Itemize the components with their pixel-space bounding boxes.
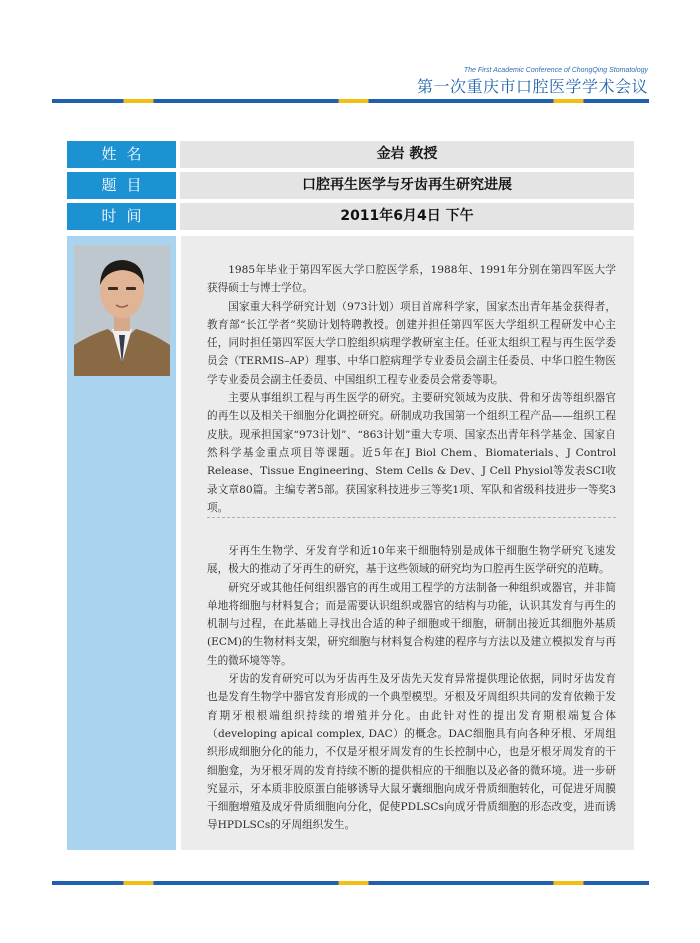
bio-paragraph: 主要从事组织工程与再生医学的研究。主要研究领域为皮肤、骨和牙齿等组织器官的再生以及相关干细胞分化调控研究。研制成功我国第一个组织工程产品——组织工程皮肤。现承担国家“973计划”、“863计划”重大专项、国家杰出青年科学基金、国家自然科学基金重点项目等课题。近5年在J Biol Chem、Biomaterials、J Control Release、Tissue Engineering、Stem Cells & Dev、J Cell Physiol等发表SCI收录文章80篇。主编专著5部。获国家科技进步三等奖1项、军队和省级科技进步一等奖3项。 xyxy=(207,392,616,514)
portrait-icon xyxy=(74,245,170,376)
abstract-section xyxy=(207,542,616,835)
bio-paragraph: 国家重大科学研究计划（973计划）项目首席科学家，国家杰出青年基金获得者，教育部“长江学者”奖励计划特聘教授。创建并担任第四军医大学组织工程研发中心主任，同时担任第四军医大学口腔组织病理学教研室主任。任亚太组织工程与再生医学委员会（TERMIS–AP）理事、中华口腔病理学专业委员会副主任委员、中华口腔生物医学专业委员会副主任委员、中国组织工程专业委员会常委等职。 xyxy=(207,300,616,386)
header-title-en: The First Academic Conference of ChongQing Stomatology xyxy=(463,67,648,74)
time-label: 时间 xyxy=(67,203,176,230)
topic-label: 题目 xyxy=(67,172,176,199)
bio-section xyxy=(207,261,616,517)
header-title-zh: 第一次重庆市口腔医学学术会议 xyxy=(416,77,648,96)
time-row xyxy=(67,203,634,230)
abstract-paragraph: 研究牙或其他任何组织器官的再生或用工程学的方法制备一种组织或器官，并非简单地将细胞与材料复合；而是需要认识组织或器官的结构与功能，认识其发育与再生的机制与过程，在此基础上寻找出合适的种子细胞或干细胞，研制出接近其细胞外基质(ECM)的生物材料支架，研究细胞与材料复合构建的程序与方法以及建立模拟发育与再生的微环境等等。 xyxy=(207,581,616,667)
name-row xyxy=(67,141,634,168)
section-divider xyxy=(207,517,616,518)
header-band xyxy=(52,99,649,103)
topic-row xyxy=(67,172,634,199)
bio-paragraph: 1985年毕业于第四军医大学口腔医学系，1988年、1991年分别在第四军医大学获得硕士与博士学位。 xyxy=(207,264,616,295)
topic-value: 口腔再生医学与牙齿再生研究进展 xyxy=(180,172,634,199)
name-value: 金岩 教授 xyxy=(180,141,634,168)
time-value: 2011年6月4日 下午 xyxy=(180,203,634,230)
abstract-paragraph: 牙齿的发育研究可以为牙齿再生及牙齿先天发育异常提供理论依据，同时牙齿发育也是发育生物学中器官发育形成的一个典型模型。牙根及牙周组织共同的发育依赖于发育期牙根根端组织持续的增殖并分化。由此针对性的提出发育期根端复合体（developing apical complex, DAC）的概念。DAC细胞具有向各种牙根、牙周组织形成细胞分化的能力，不仅是牙根牙周发育的生长控制中心，也是牙根牙周发育的干细胞龛，为牙根牙周的发育持续不断的提供相应的干细胞以及必备的微环境。进一步研究显示，牙本质非胶原蛋白能够诱导大鼠牙囊细胞向成牙骨质细胞转化，可促进牙周膜干细胞增殖及成牙骨质细胞向分化，促使PDLSCs向成牙骨质细胞的形态改变，进而诱导HPDLSCs的牙周组织发生。 xyxy=(207,673,616,832)
speaker-photo xyxy=(74,245,170,376)
name-label: 姓名 xyxy=(67,141,176,168)
abstract-paragraph: 牙再生生物学、牙发育学和近10年来干细胞特别是成体干细胞生物学研究飞速发展，极大的推动了牙再生的研究，基于这些领域的研究均为口腔再生医学研究的范畴。 xyxy=(207,545,616,576)
footer-band xyxy=(52,881,649,885)
